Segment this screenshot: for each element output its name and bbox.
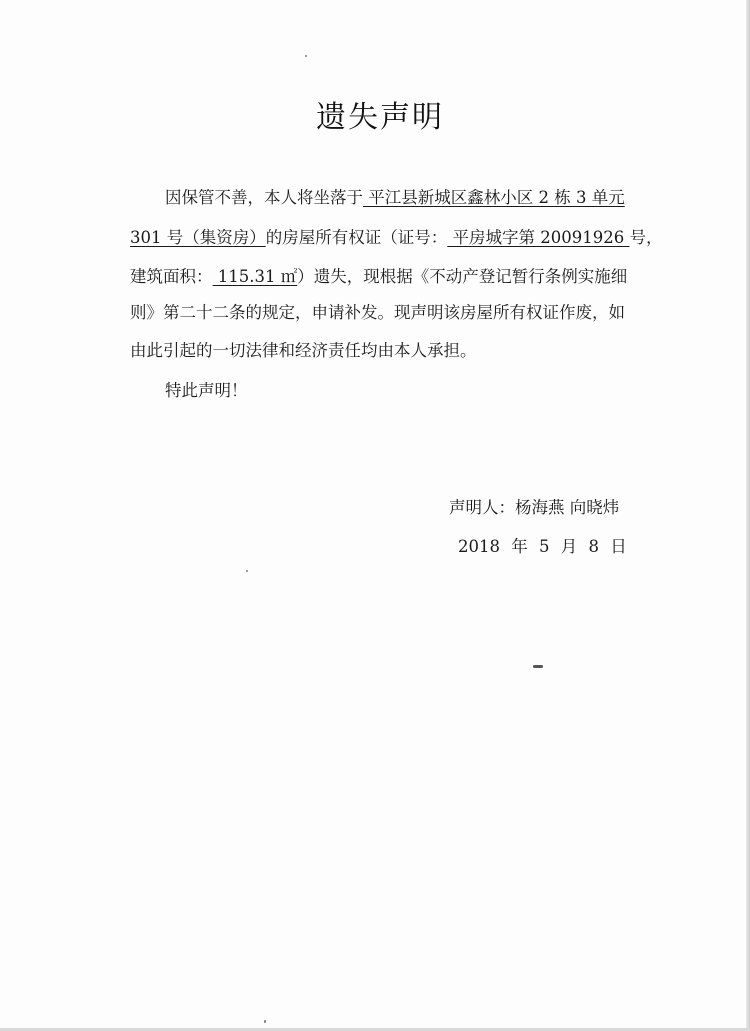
property-address: 平江县新城区鑫林小区 2 栋 3 单元 — [363, 188, 625, 207]
scan-smudge — [533, 665, 543, 668]
body-line-1 — [165, 187, 625, 209]
declarant-signature: 声明人：杨海燕 向晓炜 — [449, 498, 620, 517]
body-line-2 — [130, 227, 662, 249]
page-title: 遗失声明 — [316, 100, 444, 135]
body-text: 号， — [629, 228, 663, 247]
certificate-number: 平房城字第 20091926 — [447, 228, 630, 247]
body-line-4: 则》第二十二条的规定，申请补发。现声明该房屋所有权证作废，如 — [130, 303, 625, 322]
body-line-3 — [130, 266, 627, 288]
body-text: ）遗失，现根据《不动产登记暂行条例实施细 — [297, 267, 628, 286]
floor-area: 115.31 ㎡ — [212, 267, 298, 286]
scan-speck — [305, 55, 307, 57]
property-unit: 301 号（集资房） — [130, 228, 266, 247]
scan-speck — [246, 570, 248, 572]
body-text: 建筑面积： — [130, 267, 213, 286]
body-text: 的房屋所有权证（证号： — [265, 228, 448, 247]
closing-statement: 特此声明！ — [165, 381, 248, 400]
body-line-5: 由此引起的一切法律和经济责任均由本人承担。 — [130, 341, 477, 360]
declaration-date: 2018 年 5 月 8 日 — [458, 537, 627, 556]
scan-speck — [264, 1020, 266, 1023]
scan-edge-right — [746, 0, 750, 1031]
body-text: 因保管不善，本人将坐落于 — [165, 188, 363, 207]
